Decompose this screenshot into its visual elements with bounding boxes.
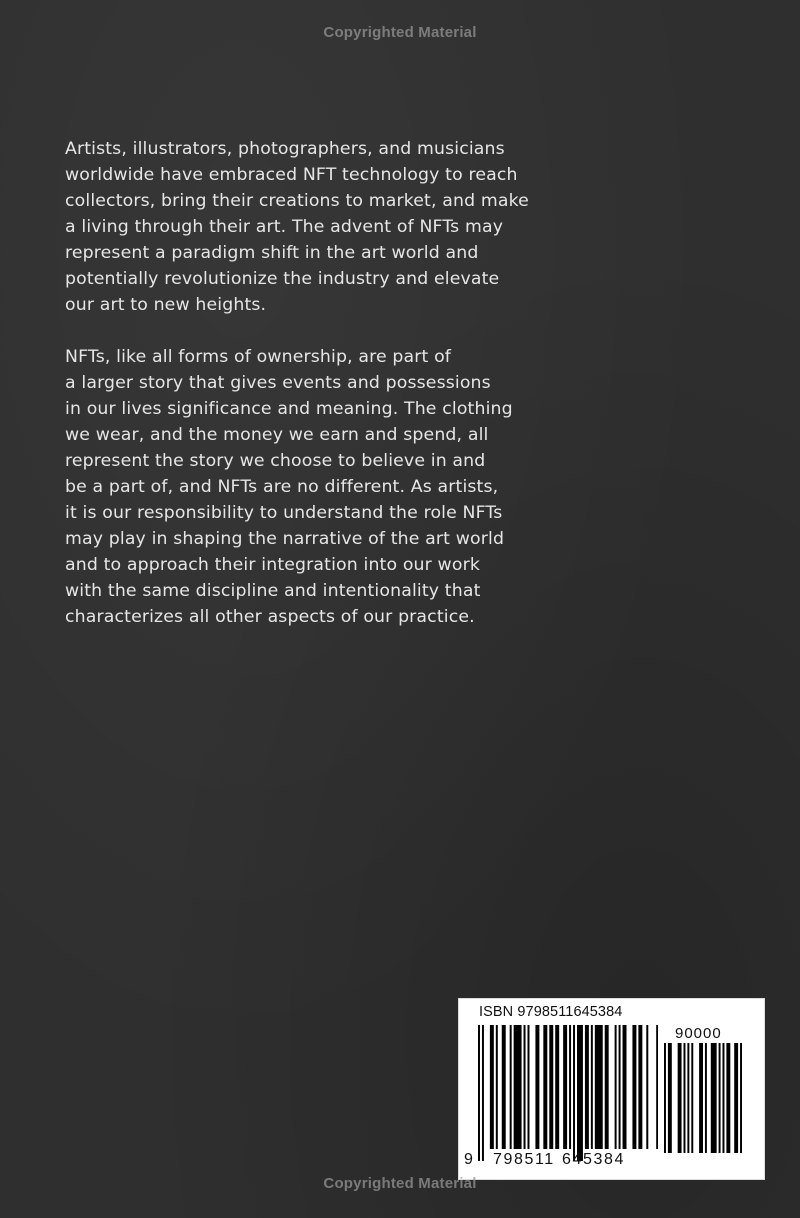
blurb-line: with the same discipline and intentionality that (65, 581, 481, 601)
blurb-line: be a part of, and NFTs are no different. As artists, (65, 477, 499, 497)
barcode-digits-left: 798511 (493, 1151, 555, 1168)
blurb-line: and to approach their integration into our work (65, 555, 480, 575)
blurb-line: our art to new heights. (65, 295, 267, 315)
isbn-label: ISBN 9798511645384 (479, 1004, 623, 1020)
blurb-text (65, 136, 765, 630)
blurb-line: we wear, and the money we earn and spend, all (65, 425, 489, 445)
blurb-line: a larger story that gives events and possessions (65, 373, 491, 393)
addon-barcode-bars-icon (664, 1043, 746, 1155)
barcode-bars-icon (478, 1025, 658, 1165)
blurb-line: NFTs, like all forms of ownership, are part of (65, 347, 452, 367)
blurb-line: represent the story we choose to believe in and (65, 451, 486, 471)
blurb-line: it is our responsibility to understand the role NFTs (65, 503, 503, 523)
blurb-line: Artists, illustrators, photographers, and musicians (65, 139, 505, 159)
blurb-paragraph-2 (65, 344, 765, 630)
blurb-line: may play in shaping the narrative of the art world (65, 529, 505, 549)
price-code: 90000 (675, 1025, 722, 1042)
blurb-line: potentially revolutionize the industry and elevate (65, 269, 500, 289)
barcode-digit-first: 9 (464, 1151, 475, 1168)
blurb-line: represent a paradigm shift in the art world and (65, 243, 479, 263)
barcode-digits-right: 645384 (562, 1151, 625, 1168)
blurb-line: worldwide have embraced NFT technology to reach (65, 165, 518, 185)
blurb-line: characterizes all other aspects of our practice. (65, 607, 475, 627)
blurb-line: in our lives significance and meaning. The clothing (65, 399, 513, 419)
blurb-line: collectors, bring their creations to market, and make (65, 191, 529, 211)
blurb-paragraph-1 (65, 136, 765, 318)
watermark-top: Copyrighted Material (323, 24, 477, 41)
blurb-line: a living through their art. The advent of NFTs may (65, 217, 504, 237)
isbn-barcode (458, 998, 765, 1180)
watermark-bottom: Copyrighted Material (323, 1175, 477, 1192)
